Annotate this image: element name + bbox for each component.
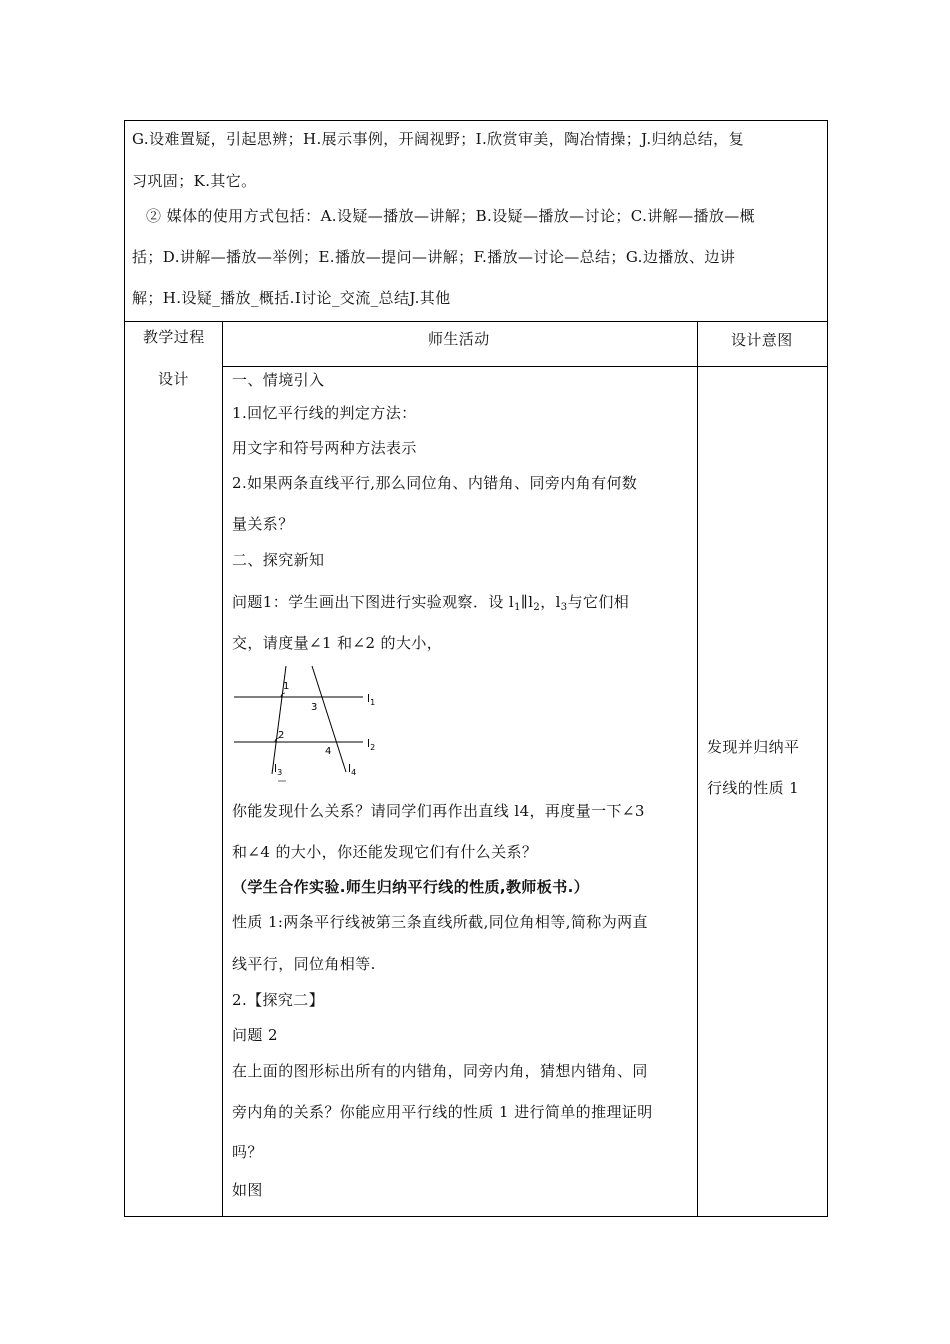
question-1-line-2: 交，请度量∠1 和∠2 的大小，: [232, 634, 443, 652]
bold-note: （学生合作实验.师生归纳平行线的性质,教师板书.）: [232, 878, 590, 896]
angle-3-label: 3: [311, 702, 318, 713]
angle-4-label: 4: [325, 746, 332, 757]
property-1-line-2: 线平行，同位角相等.: [232, 955, 376, 973]
section-1-item-2b: 量关系？: [232, 515, 294, 533]
col2-header: 师生活动: [428, 330, 490, 348]
section-1-item-1b: 用文字和符号两种方法表示: [232, 439, 417, 457]
intro-line-2: 习巩固；K.其它。: [132, 172, 257, 190]
intro-line-4: 括；D.讲解—播放—举例；E.播放—提问—讲解；F.播放—讨论—总结；G.边播放、边讲: [132, 248, 736, 266]
question-2-line-4: 如图: [232, 1181, 263, 1199]
question-2-line-2: 旁内角的关系？你能应用平行线的性质 1 进行简单的推理证明: [232, 1103, 653, 1121]
label-l4: $l_4$: [348, 762, 357, 777]
explore-2-title: 2.【探究二】: [232, 991, 325, 1009]
question-1-after-2: 和∠4 的大小，你还能发现它们有什么关系？: [232, 843, 538, 861]
label-l2: $l_2$: [367, 737, 376, 752]
label-l3: $l_3$: [274, 762, 283, 777]
question-2-line-1: 在上面的图形标出所有的内错角，同旁内角，猜想内错角、同: [232, 1062, 648, 1080]
label-l1: $l_1$: [367, 692, 376, 707]
angle-1-label: 1: [283, 681, 290, 692]
table-col-divider-1: [222, 321, 223, 1217]
intro-line-5: 解；H.设疑_播放_概括.I讨论_交流_总结J.其他: [132, 289, 451, 307]
parallel-lines-figure: [228, 662, 388, 787]
property-1-line-1: 性质 1:两条平行线被第三条直线所截,同位角相等,简称为两直: [232, 913, 648, 931]
intro-line-3: ② 媒体的使用方式包括：A.设疑—播放—讲解；B.设疑—播放—讨论；C.讲解—播放—概: [146, 207, 756, 225]
section-1-item-2a: 2.如果两条直线平行,那么同位角、内错角、同旁内角有何数: [232, 474, 638, 492]
section-1-title: 一、情境引入: [232, 371, 325, 389]
intent-line-2: 行线的性质 1: [707, 779, 800, 797]
intro-line-1: G.设难置疑，引起思辨；H.展示事例，开阔视野；I.欣赏审美，陶冶情操；J.归纳总结，复: [132, 130, 744, 148]
question-2-title: 问题 2: [232, 1026, 278, 1044]
col1-header: 教学过程: [143, 328, 205, 346]
col1-subheader: 设计: [158, 370, 189, 388]
angle-2-label: 2: [278, 730, 285, 741]
table-header-divider: [222, 366, 828, 367]
section-2-title: 二、探究新知: [232, 551, 325, 569]
question-1-after-1: 你能发现什么关系？请同学们再作出直线 l4，再度量一下∠3: [232, 802, 645, 820]
intent-line-1: 发现并归纳平: [707, 738, 800, 756]
col3-header: 设计意图: [731, 331, 793, 349]
question-2-line-3: 吗？: [232, 1143, 263, 1161]
section-1-item-1: 1.回忆平行线的判定方法：: [232, 404, 417, 422]
table-col-divider-2: [697, 321, 698, 1217]
question-1-line-1: 问题1：学生画出下图进行实验观察．设 $l_1\parallel l_2$，$l_3$与它们相: [232, 593, 630, 613]
